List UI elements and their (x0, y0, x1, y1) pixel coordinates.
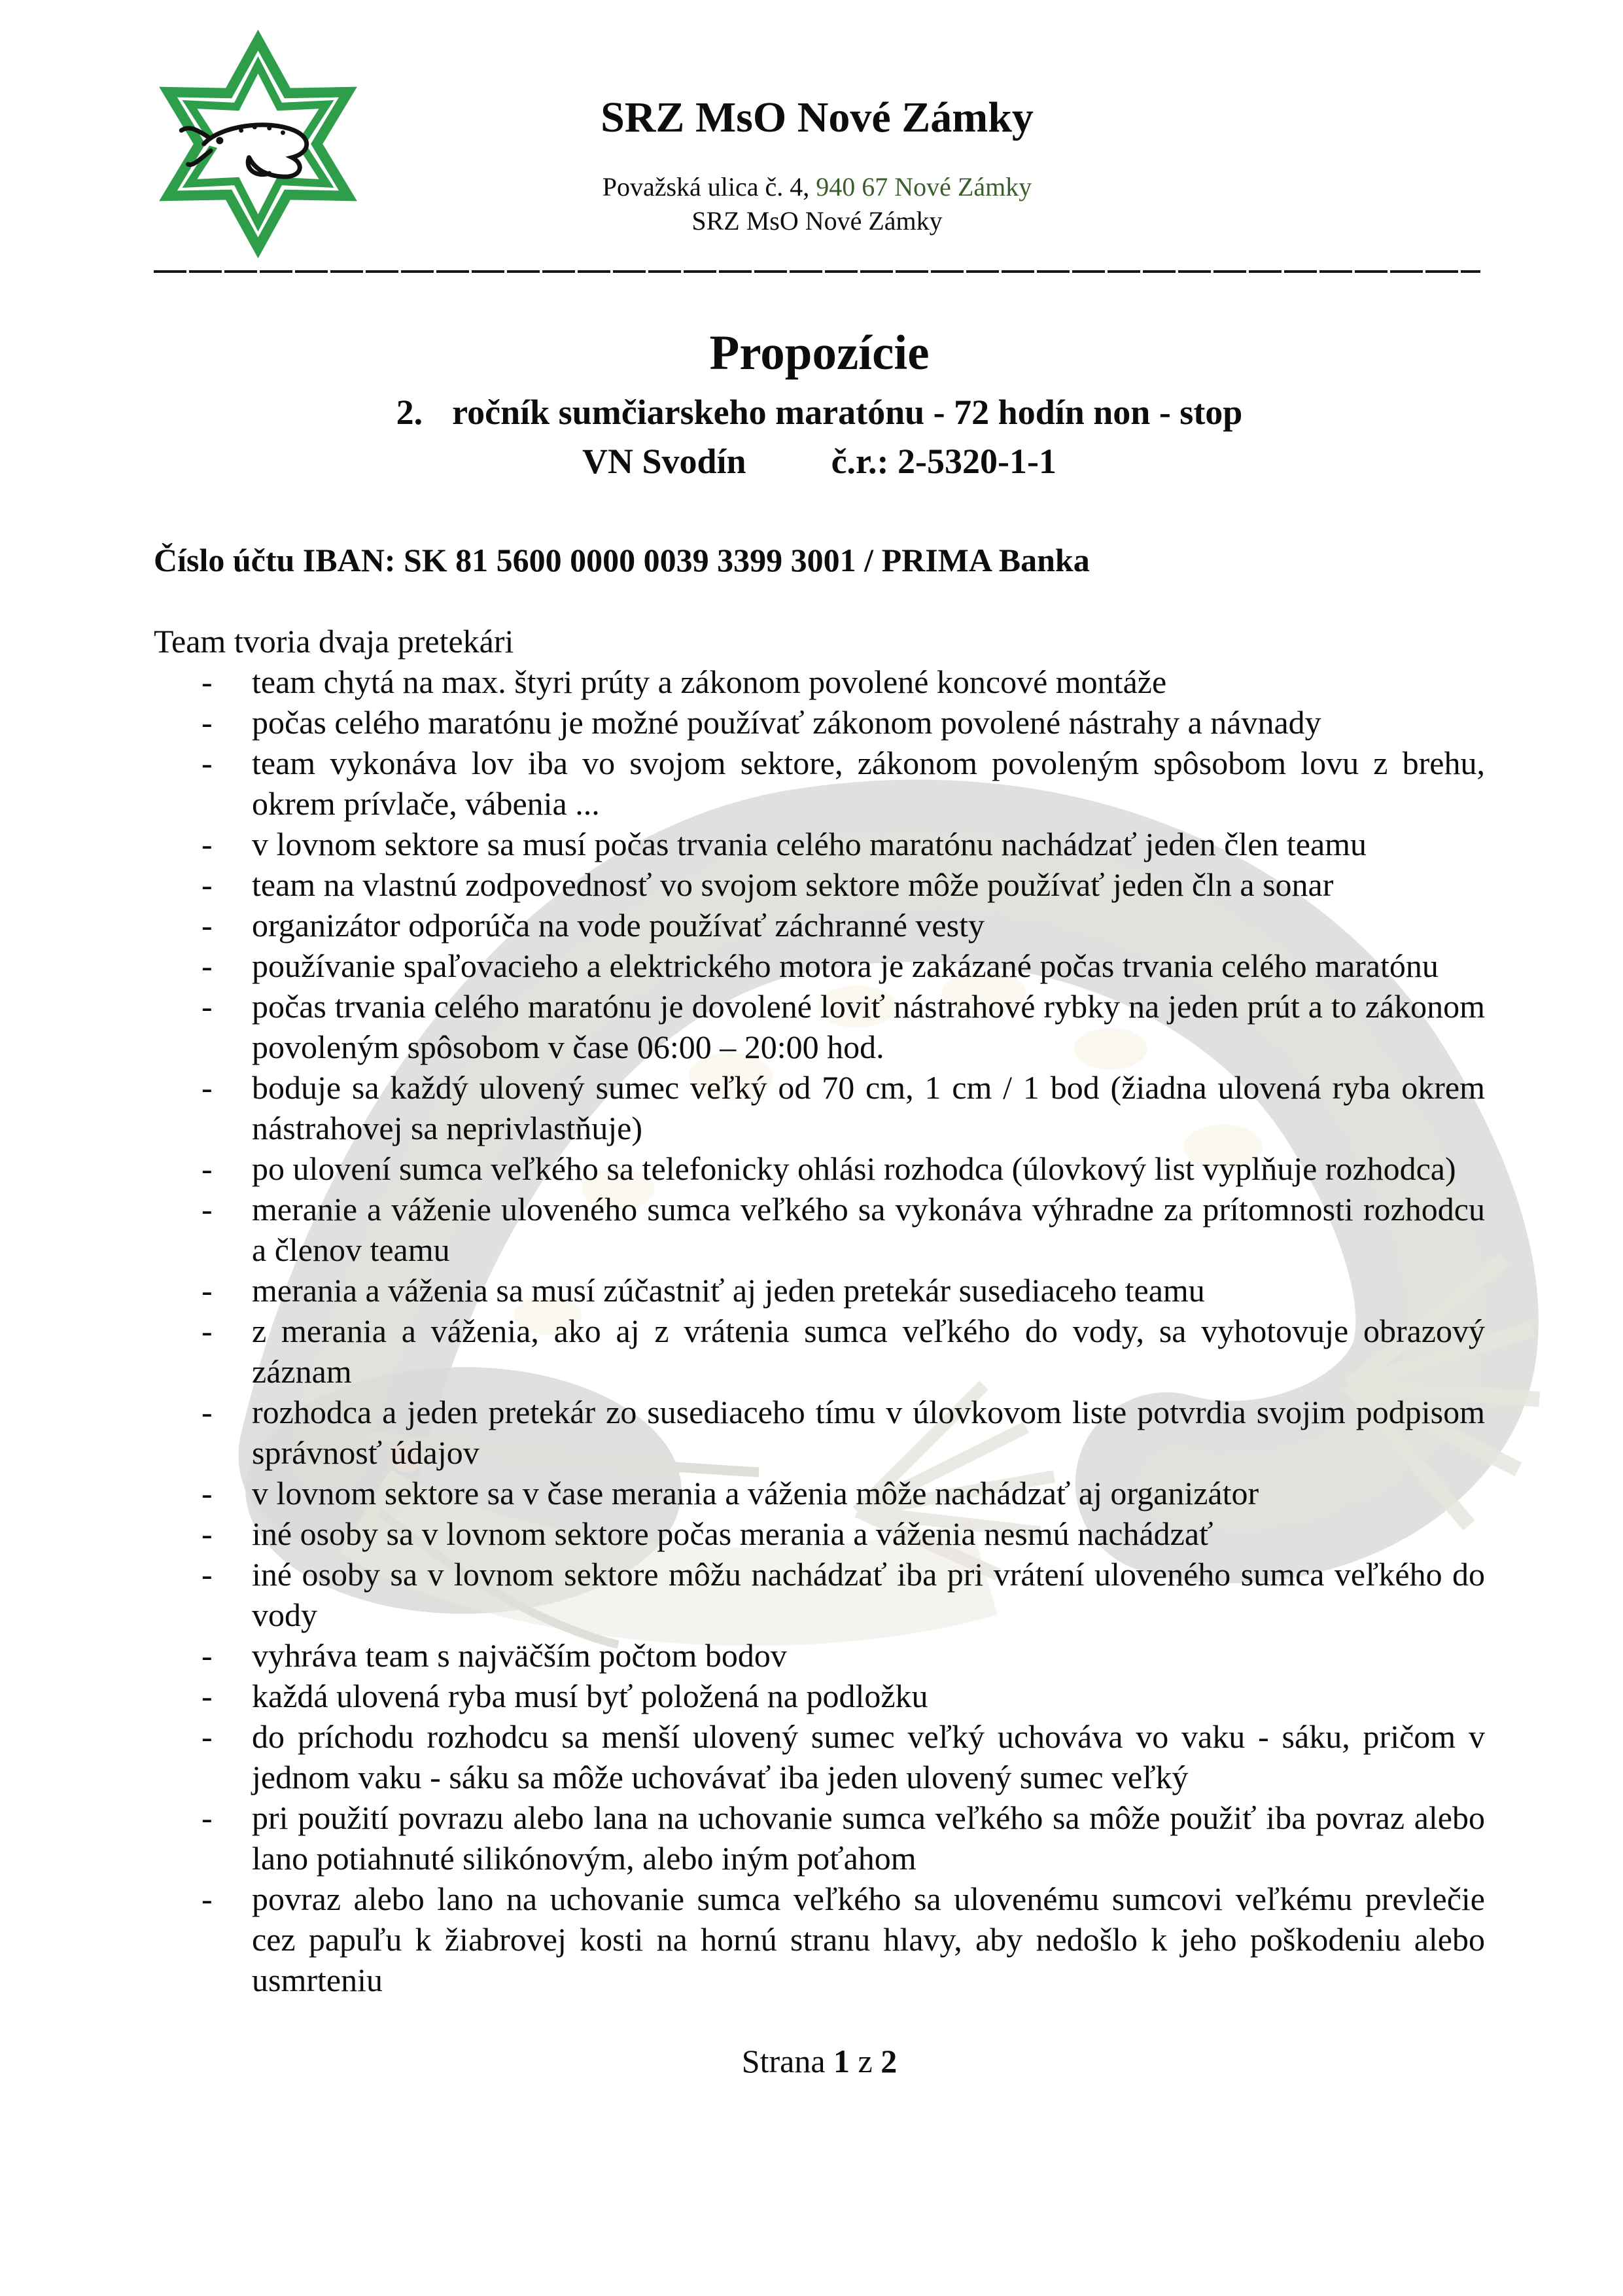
rule-item: - do príchodu rozhodcu sa menší ulovený sumec veľký uchováva vo vaku - sáku, pričom v jednom vaku - sáku sa môže uchovávať iba jeden ulovený sumec veľký (201, 1718, 1485, 1795)
address-city: 940 67 Nové Zámky (816, 172, 1032, 202)
rule-item: - používanie spaľovacieho a elektrického motora je zakázané počas trvania celého maratónu (201, 947, 1439, 984)
event-subtitle (154, 389, 1485, 435)
rule-item: - iné osoby sa v lovnom sektore môžu nachádzať iba pri vrátení uloveného sumca veľkého do vody (201, 1556, 1485, 1633)
event-number: 2. (396, 393, 423, 432)
page-title: Propozície (709, 326, 930, 380)
rule-item: - organizátor odporúča na vode používať záchranné vesty (201, 907, 985, 944)
registration-number: č.r.: 2-5320-1-1 (831, 442, 1056, 481)
org-title: SRZ MsO Nové Zámky (601, 94, 1034, 141)
rule-item: - merania a váženia sa musí zúčastniť aj jeden pretekár susediaceho teamu (201, 1272, 1205, 1309)
rule-item: - team na vlastnú zodpovednosť vo svojom sektore môže používať jeden čln a sonar (201, 866, 1334, 903)
rule-item: - v lovnom sektore sa musí počas trvania celého maratónu nachádzať jeden člen teamu (201, 826, 1367, 862)
org-subtitle: SRZ MsO Nové Zámky (691, 206, 943, 236)
rule-item: - v lovnom sektore sa v čase merania a váženia môže nachádzať aj organizátor (201, 1475, 1259, 1511)
rule-item: - pri použití povrazu alebo lana na uchovanie sumca veľkého sa môže použiť iba povraz alebo lano potiahnuté silikónovým, alebo iným poťahom (201, 1799, 1485, 1877)
rule-item: - každá ulovená ryba musí byť položená na podložku (201, 1678, 928, 1714)
rule-item: - po ulovení sumca veľkého sa telefonicky ohlási rozhodca (úlovkový list vyplňuje rozhodca) (201, 1150, 1456, 1187)
rules-intro: Team tvoria dvaja pretekári (154, 623, 514, 660)
letterhead (154, 92, 1480, 238)
rule-item: - team chytá na max. štyri prúty a zákonom povolené koncové montáže (201, 663, 1167, 700)
venue-name: VN Svodín (582, 442, 746, 481)
rule-item: - team vykonáva lov iba vo svojom sektore, zákonom povoleným spôsobom lovu z brehu, okrem prívlače, vábenia ... (201, 745, 1485, 822)
rule-item: - boduje sa každý ulovený sumec veľký od 70 cm, 1 cm / 1 bod (žiadna ulovená ryba okrem nástrahovej sa neprivlastňuje) (201, 1069, 1485, 1146)
rules-list (154, 662, 1485, 2000)
rule-item: - iné osoby sa v lovnom sektore počas merania a váženia nesmú nachádzať (201, 1515, 1213, 1552)
rule-item: - meranie a váženie uloveného sumca veľkého sa vykonáva výhradne za prítomnosti rozhodcu a členov teamu (201, 1191, 1485, 1268)
page-number-footer (154, 2041, 1485, 2081)
rule-item: - z merania a váženia, ako aj z vrátenia sumca veľkého do vody, sa vyhotovuje obrazový záznam (201, 1313, 1485, 1390)
rule-item: - počas trvania celého maratónu je dovolené loviť nástrahové rybky na jeden prút a to zákonom povoleným spôsobom v čase 06:00 – 20:00 hod. (201, 988, 1485, 1065)
header-divider (154, 270, 1480, 273)
org-address (154, 170, 1480, 204)
event-name: ročník sumčiarskeho maratónu - 72 hodín non - stop (452, 393, 1243, 432)
rule-item: - vyhráva team s najväčším počtom bodov (201, 1637, 787, 1674)
footer-separator: z (858, 2043, 873, 2079)
footer-prefix: Strana (741, 2043, 826, 2079)
footer-page-total: 2 (881, 2043, 898, 2079)
rule-item: - počas celého maratónu je možné používať zákonom povolené nástrahy a návnady (201, 704, 1321, 741)
rule-item: - povraz alebo lano na uchovanie sumca veľkého sa ulovenému sumcovi veľkému prevlečie cez papuľu k žiabrovej kosti na hornú stranu hlavy, aby nedošlo k jeho poškodeniu alebo usmrteniu (201, 1881, 1485, 1998)
address-street: Považská ulica č. 4, (602, 172, 810, 202)
document-body (154, 0, 1485, 2081)
footer-page-number: 1 (833, 2043, 850, 2079)
iban-line: Číslo účtu IBAN: SK 81 5600 0000 0039 3399 3001 / PRIMA Banka (154, 542, 1090, 578)
venue-line (154, 438, 1485, 484)
rule-item: - rozhodca a jeden pretekár zo susediaceho tímu v úlovkovom liste potvrdia svojim podpisom správnosť údajov (201, 1394, 1485, 1471)
